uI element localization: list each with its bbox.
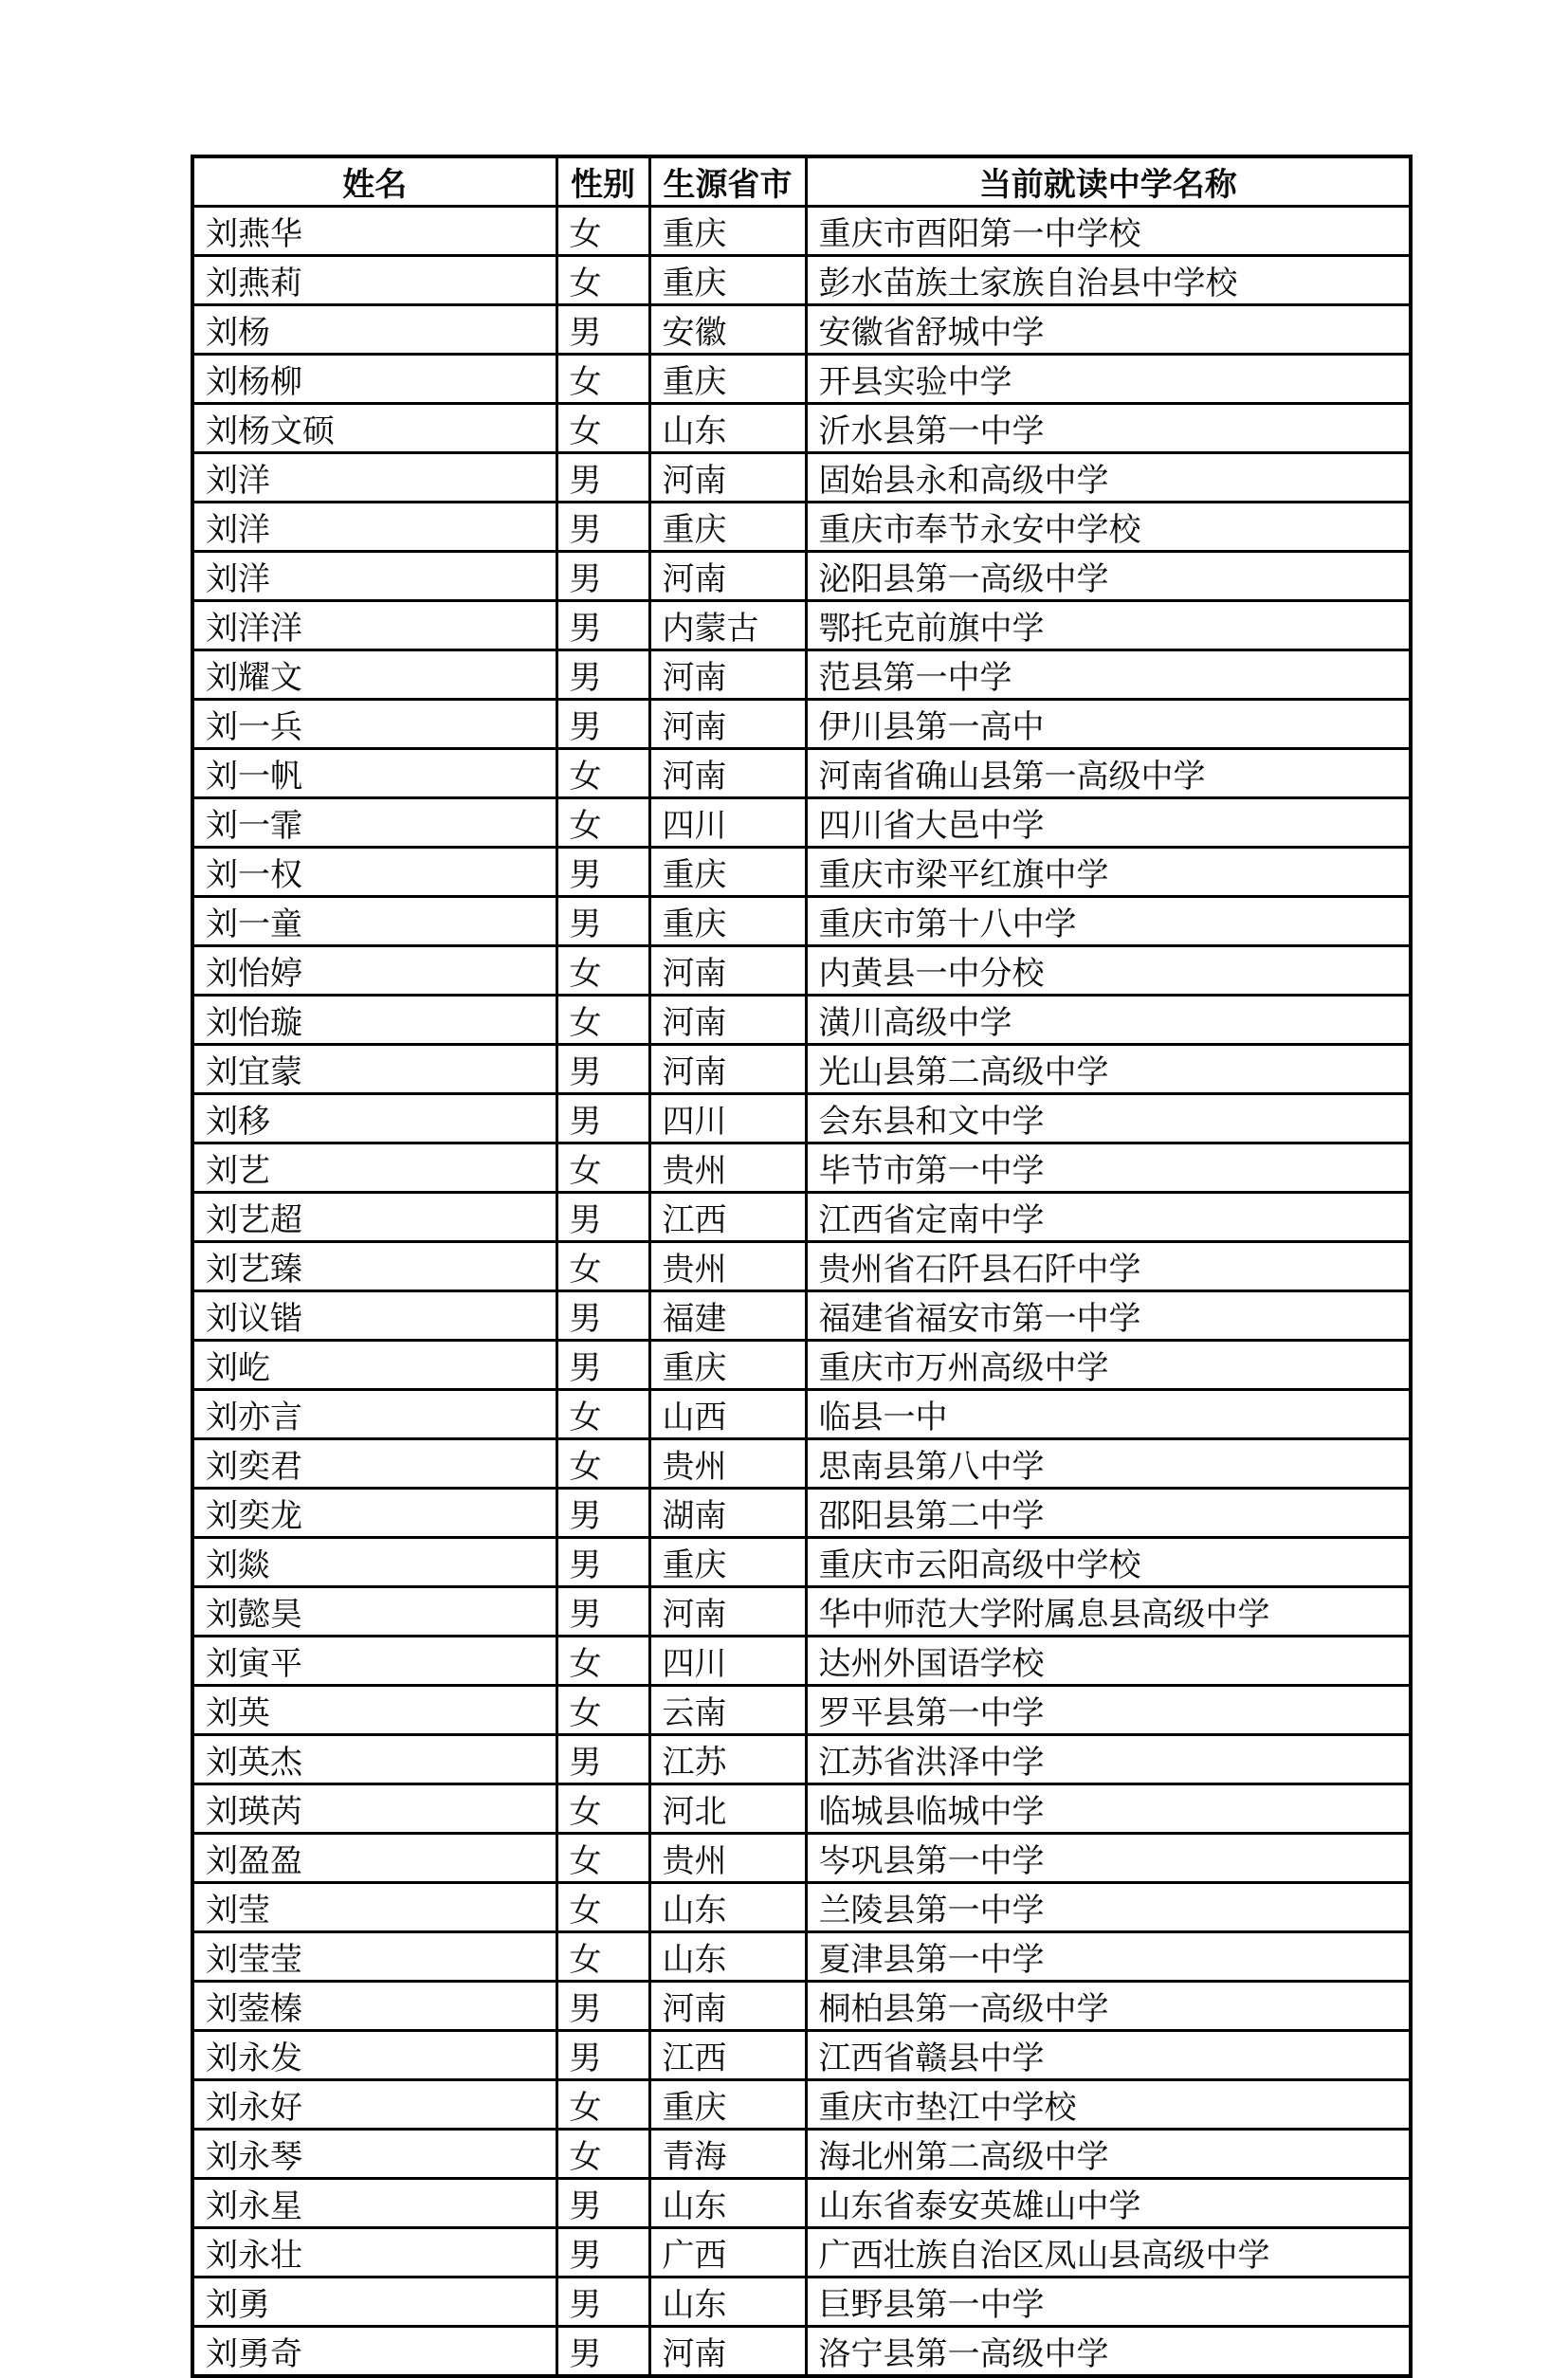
cell-name: 刘屹 xyxy=(192,1341,556,1390)
cell-province: 重庆 xyxy=(649,256,806,305)
cell-gender: 男 xyxy=(556,897,649,946)
table-row xyxy=(192,1094,1411,1143)
cell-school: 内黄县一中分校 xyxy=(806,946,1411,996)
cell-name: 刘艺超 xyxy=(192,1193,556,1242)
cell-gender: 女 xyxy=(556,1637,649,1686)
cell-gender: 男 xyxy=(556,2179,649,2228)
table-row xyxy=(192,2080,1411,2130)
cell-gender: 女 xyxy=(556,946,649,996)
cell-school: 重庆市酉阳第一中学校 xyxy=(806,207,1411,256)
cell-school: 重庆市云阳高级中学校 xyxy=(806,1538,1411,1587)
table-row xyxy=(192,503,1411,552)
cell-gender: 女 xyxy=(556,256,649,305)
cell-province: 山东 xyxy=(649,1883,806,1932)
cell-gender: 女 xyxy=(556,1143,649,1193)
table-row xyxy=(192,848,1411,897)
cell-name: 刘永好 xyxy=(192,2080,556,2130)
table-row xyxy=(192,1390,1411,1439)
cell-school: 广西壮族自治区凤山县高级中学 xyxy=(806,2228,1411,2277)
cell-name: 刘议锴 xyxy=(192,1291,556,1341)
cell-province: 河南 xyxy=(649,552,806,601)
cell-gender: 男 xyxy=(556,1094,649,1143)
cell-school: 沂水县第一中学 xyxy=(806,404,1411,453)
cell-gender: 男 xyxy=(556,1341,649,1390)
cell-name: 刘一兵 xyxy=(192,700,556,749)
cell-name: 刘永壮 xyxy=(192,2228,556,2277)
cell-province: 重庆 xyxy=(649,1538,806,1587)
table-row xyxy=(192,1341,1411,1390)
cell-province: 山西 xyxy=(649,1390,806,1439)
cell-school: 福建省福安市第一中学 xyxy=(806,1291,1411,1341)
cell-province: 河南 xyxy=(649,650,806,700)
cell-school: 江苏省洪泽中学 xyxy=(806,1735,1411,1784)
cell-name: 刘莹 xyxy=(192,1883,556,1932)
cell-gender: 男 xyxy=(556,503,649,552)
table-row xyxy=(192,1538,1411,1587)
cell-gender: 女 xyxy=(556,749,649,798)
table-row xyxy=(192,552,1411,601)
cell-gender: 男 xyxy=(556,1291,649,1341)
table-row xyxy=(192,207,1411,256)
cell-school: 河南省确山县第一高级中学 xyxy=(806,749,1411,798)
cell-name: 刘英 xyxy=(192,1686,556,1735)
cell-gender: 女 xyxy=(556,1932,649,1982)
cell-name: 刘洋洋 xyxy=(192,601,556,650)
table-row xyxy=(192,1291,1411,1341)
cell-gender: 男 xyxy=(556,2327,649,2377)
table-row xyxy=(192,1834,1411,1883)
cell-province: 河南 xyxy=(649,946,806,996)
cell-province: 山东 xyxy=(649,404,806,453)
cell-gender: 男 xyxy=(556,700,649,749)
student-roster-table xyxy=(191,155,1413,2378)
cell-province: 河北 xyxy=(649,1784,806,1834)
cell-school: 临县一中 xyxy=(806,1390,1411,1439)
table-row xyxy=(192,2031,1411,2080)
cell-province: 江西 xyxy=(649,2031,806,2080)
cell-name: 刘盈盈 xyxy=(192,1834,556,1883)
cell-gender: 女 xyxy=(556,207,649,256)
cell-gender: 男 xyxy=(556,1735,649,1784)
cell-name: 刘一霏 xyxy=(192,798,556,848)
cell-name: 刘杨柳 xyxy=(192,355,556,404)
cell-name: 刘移 xyxy=(192,1094,556,1143)
cell-province: 贵州 xyxy=(649,1143,806,1193)
table-row xyxy=(192,305,1411,355)
cell-school: 桐柏县第一高级中学 xyxy=(806,1982,1411,2031)
cell-province: 山东 xyxy=(649,1932,806,1982)
cell-name: 刘蓥榛 xyxy=(192,1982,556,2031)
cell-gender: 女 xyxy=(556,1390,649,1439)
cell-name: 刘懿昊 xyxy=(192,1587,556,1637)
cell-province: 贵州 xyxy=(649,1242,806,1291)
cell-school: 夏津县第一中学 xyxy=(806,1932,1411,1982)
cell-name: 刘永发 xyxy=(192,2031,556,2080)
cell-name: 刘一童 xyxy=(192,897,556,946)
cell-gender: 女 xyxy=(556,355,649,404)
cell-school: 范县第一中学 xyxy=(806,650,1411,700)
cell-gender: 女 xyxy=(556,1686,649,1735)
cell-province: 四川 xyxy=(649,1637,806,1686)
header-cell-province: 生源省市 xyxy=(649,156,806,207)
cell-name: 刘勇奇 xyxy=(192,2327,556,2377)
table-row xyxy=(192,1587,1411,1637)
cell-gender: 男 xyxy=(556,305,649,355)
table-row xyxy=(192,996,1411,1045)
cell-school: 山东省泰安英雄山中学 xyxy=(806,2179,1411,2228)
table-row xyxy=(192,946,1411,996)
cell-name: 刘怡婷 xyxy=(192,946,556,996)
cell-gender: 女 xyxy=(556,996,649,1045)
cell-school: 彭水苗族土家族自治县中学校 xyxy=(806,256,1411,305)
cell-school: 鄂托克前旗中学 xyxy=(806,601,1411,650)
cell-school: 重庆市奉节永安中学校 xyxy=(806,503,1411,552)
table-row xyxy=(192,1735,1411,1784)
cell-gender: 男 xyxy=(556,601,649,650)
cell-name: 刘奕君 xyxy=(192,1439,556,1489)
cell-school: 江西省赣县中学 xyxy=(806,2031,1411,2080)
cell-gender: 男 xyxy=(556,552,649,601)
cell-gender: 女 xyxy=(556,1784,649,1834)
cell-school: 巨野县第一中学 xyxy=(806,2277,1411,2327)
table-row xyxy=(192,1242,1411,1291)
cell-school: 海北州第二高级中学 xyxy=(806,2130,1411,2179)
cell-school: 罗平县第一中学 xyxy=(806,1686,1411,1735)
table-row xyxy=(192,453,1411,503)
cell-gender: 男 xyxy=(556,2228,649,2277)
cell-province: 福建 xyxy=(649,1291,806,1341)
cell-gender: 男 xyxy=(556,848,649,897)
cell-gender: 男 xyxy=(556,1193,649,1242)
cell-name: 刘燕华 xyxy=(192,207,556,256)
cell-name: 刘勇 xyxy=(192,2277,556,2327)
cell-name: 刘英杰 xyxy=(192,1735,556,1784)
cell-gender: 女 xyxy=(556,404,649,453)
cell-school: 岑巩县第一中学 xyxy=(806,1834,1411,1883)
cell-gender: 女 xyxy=(556,2080,649,2130)
cell-name: 刘一权 xyxy=(192,848,556,897)
table-row xyxy=(192,1637,1411,1686)
table-row xyxy=(192,650,1411,700)
cell-province: 河南 xyxy=(649,700,806,749)
table-row xyxy=(192,798,1411,848)
cell-province: 重庆 xyxy=(649,503,806,552)
table-row xyxy=(192,1883,1411,1932)
cell-school: 开县实验中学 xyxy=(806,355,1411,404)
cell-name: 刘奕龙 xyxy=(192,1489,556,1538)
cell-gender: 男 xyxy=(556,2277,649,2327)
cell-school: 安徽省舒城中学 xyxy=(806,305,1411,355)
cell-gender: 女 xyxy=(556,1834,649,1883)
cell-province: 重庆 xyxy=(649,1341,806,1390)
cell-province: 青海 xyxy=(649,2130,806,2179)
cell-province: 河南 xyxy=(649,453,806,503)
table-row xyxy=(192,749,1411,798)
cell-province: 河南 xyxy=(649,996,806,1045)
cell-school: 兰陵县第一中学 xyxy=(806,1883,1411,1932)
cell-province: 贵州 xyxy=(649,1834,806,1883)
cell-school: 达州外国语学校 xyxy=(806,1637,1411,1686)
table-row xyxy=(192,355,1411,404)
cell-province: 贵州 xyxy=(649,1439,806,1489)
table-body xyxy=(192,207,1411,2377)
cell-school: 伊川县第一高中 xyxy=(806,700,1411,749)
cell-gender: 女 xyxy=(556,1242,649,1291)
cell-name: 刘艺 xyxy=(192,1143,556,1193)
cell-school: 重庆市梁平红旗中学 xyxy=(806,848,1411,897)
cell-gender: 女 xyxy=(556,1883,649,1932)
cell-name: 刘永琴 xyxy=(192,2130,556,2179)
cell-province: 云南 xyxy=(649,1686,806,1735)
header-row xyxy=(192,156,1411,207)
cell-gender: 男 xyxy=(556,1045,649,1094)
cell-province: 四川 xyxy=(649,1094,806,1143)
cell-school: 临城县临城中学 xyxy=(806,1784,1411,1834)
cell-province: 四川 xyxy=(649,798,806,848)
cell-name: 刘燕莉 xyxy=(192,256,556,305)
table-row xyxy=(192,2327,1411,2377)
cell-province: 内蒙古 xyxy=(649,601,806,650)
cell-name: 刘洋 xyxy=(192,453,556,503)
cell-name: 刘艺臻 xyxy=(192,1242,556,1291)
table-row xyxy=(192,2228,1411,2277)
cell-name: 刘燚 xyxy=(192,1538,556,1587)
cell-province: 重庆 xyxy=(649,2080,806,2130)
cell-gender: 男 xyxy=(556,650,649,700)
cell-gender: 男 xyxy=(556,1538,649,1587)
cell-school: 重庆市垫江中学校 xyxy=(806,2080,1411,2130)
cell-name: 刘永星 xyxy=(192,2179,556,2228)
table-row xyxy=(192,2179,1411,2228)
table-row xyxy=(192,1686,1411,1735)
cell-name: 刘洋 xyxy=(192,503,556,552)
cell-name: 刘怡璇 xyxy=(192,996,556,1045)
table-row xyxy=(192,897,1411,946)
cell-province: 湖南 xyxy=(649,1489,806,1538)
cell-school: 洛宁县第一高级中学 xyxy=(806,2327,1411,2377)
cell-gender: 女 xyxy=(556,798,649,848)
table-row xyxy=(192,1439,1411,1489)
cell-province: 重庆 xyxy=(649,848,806,897)
cell-school: 重庆市万州高级中学 xyxy=(806,1341,1411,1390)
header-cell-gender: 性别 xyxy=(556,156,649,207)
cell-province: 广西 xyxy=(649,2228,806,2277)
cell-province: 河南 xyxy=(649,1045,806,1094)
cell-school: 毕节市第一中学 xyxy=(806,1143,1411,1193)
cell-province: 江西 xyxy=(649,1193,806,1242)
cell-province: 重庆 xyxy=(649,207,806,256)
cell-gender: 女 xyxy=(556,1439,649,1489)
cell-gender: 男 xyxy=(556,1982,649,2031)
table-header xyxy=(192,156,1411,207)
cell-school: 泌阳县第一高级中学 xyxy=(806,552,1411,601)
table-row xyxy=(192,1784,1411,1834)
table-row xyxy=(192,2130,1411,2179)
cell-province: 河南 xyxy=(649,1982,806,2031)
cell-gender: 男 xyxy=(556,1489,649,1538)
cell-name: 刘洋 xyxy=(192,552,556,601)
cell-province: 山东 xyxy=(649,2179,806,2228)
table-row xyxy=(192,1489,1411,1538)
cell-province: 山东 xyxy=(649,2277,806,2327)
cell-province: 安徽 xyxy=(649,305,806,355)
cell-gender: 女 xyxy=(556,2130,649,2179)
table-row xyxy=(192,700,1411,749)
cell-school: 固始县永和高级中学 xyxy=(806,453,1411,503)
cell-school: 会东县和文中学 xyxy=(806,1094,1411,1143)
cell-name: 刘宜蒙 xyxy=(192,1045,556,1094)
table-row xyxy=(192,1932,1411,1982)
table-row xyxy=(192,1982,1411,2031)
table-row xyxy=(192,601,1411,650)
cell-school: 四川省大邑中学 xyxy=(806,798,1411,848)
table-row xyxy=(192,404,1411,453)
cell-school: 重庆市第十八中学 xyxy=(806,897,1411,946)
table-row xyxy=(192,2277,1411,2327)
cell-gender: 男 xyxy=(556,453,649,503)
cell-province: 江苏 xyxy=(649,1735,806,1784)
cell-name: 刘莹莹 xyxy=(192,1932,556,1982)
cell-name: 刘一帆 xyxy=(192,749,556,798)
cell-province: 河南 xyxy=(649,1587,806,1637)
cell-name: 刘亦言 xyxy=(192,1390,556,1439)
cell-province: 重庆 xyxy=(649,355,806,404)
cell-province: 河南 xyxy=(649,2327,806,2377)
cell-school: 华中师范大学附属息县高级中学 xyxy=(806,1587,1411,1637)
cell-name: 刘杨 xyxy=(192,305,556,355)
table-row xyxy=(192,256,1411,305)
cell-name: 刘耀文 xyxy=(192,650,556,700)
cell-province: 重庆 xyxy=(649,897,806,946)
cell-school: 江西省定南中学 xyxy=(806,1193,1411,1242)
header-cell-school: 当前就读中学名称 xyxy=(806,156,1411,207)
table-row xyxy=(192,1193,1411,1242)
header-cell-name: 姓名 xyxy=(192,156,556,207)
cell-gender: 男 xyxy=(556,1587,649,1637)
table-row xyxy=(192,1045,1411,1094)
cell-school: 思南县第八中学 xyxy=(806,1439,1411,1489)
table-row xyxy=(192,1143,1411,1193)
cell-province: 河南 xyxy=(649,749,806,798)
cell-school: 光山县第二高级中学 xyxy=(806,1045,1411,1094)
cell-name: 刘杨文硕 xyxy=(192,404,556,453)
cell-school: 邵阳县第二中学 xyxy=(806,1489,1411,1538)
cell-school: 贵州省石阡县石阡中学 xyxy=(806,1242,1411,1291)
cell-school: 潢川高级中学 xyxy=(806,996,1411,1045)
cell-name: 刘瑛芮 xyxy=(192,1784,556,1834)
cell-gender: 男 xyxy=(556,2031,649,2080)
cell-name: 刘寅平 xyxy=(192,1637,556,1686)
